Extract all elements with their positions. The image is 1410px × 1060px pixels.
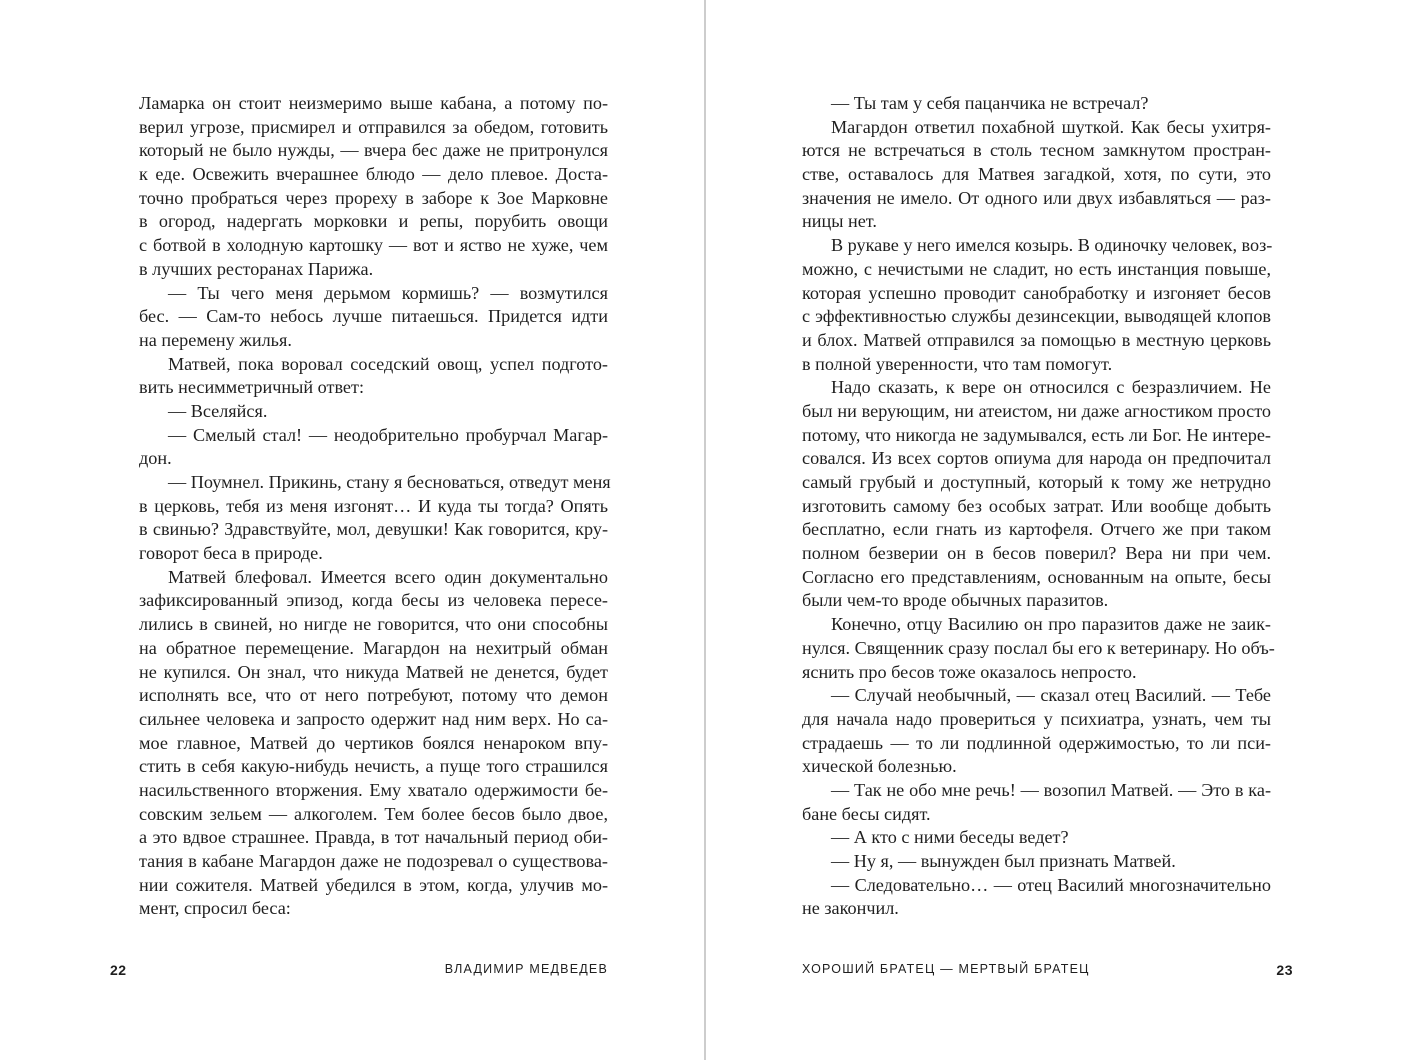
text-line: был ни верующим, ни атеистом, ни даже агностиком просто (802, 400, 1271, 421)
text-line: Магардон ответил похабной шуткой. Как бесы ухитря- (831, 116, 1271, 137)
text-line: Согласно его представлениям, основанным на опыте, бесы (802, 566, 1271, 587)
text-line: в огород, надергать морковки и репы, порубить овощи (139, 211, 608, 232)
text-line: — Следовательно… — отец Василий многозначительно (831, 874, 1271, 895)
text-line: тания в кабане Магардон даже не подозревал о существова- (139, 851, 608, 871)
text-line: не закончил. (802, 898, 899, 919)
text-line: значения не имело. От одного или двух избавляться — раз- (802, 187, 1271, 208)
text-line: бане бесы сидят. (802, 803, 931, 824)
text-line: Матвей, пока воровал соседский овощ, успел подгото- (168, 353, 608, 374)
text-line: сильнее человека и запросто одержит над ним верх. Но са- (139, 708, 608, 729)
text-line: можно, с нечистыми не сладит, но есть инстанция повыше, (802, 258, 1271, 279)
text-line: исполнять все, что от него потребуют, потому что демон (139, 685, 608, 706)
text-line: мент, спросил беса: (139, 898, 291, 919)
text-line: на перемену жилья. (139, 329, 292, 350)
text-line: верил угрозе, присмирел и отправился за обедом, готовить (139, 116, 608, 137)
text-line: с ботвой в холодную картошку — вот и яство не хуже, чем (139, 235, 608, 256)
text-line: потому, что никогда не задумывался, есть ли Бог. Не интере- (802, 424, 1271, 445)
left-page-text (139, 92, 611, 921)
text-line: в полной уверенности, что там помогут. (802, 353, 1113, 374)
text-line: нии сожителя. Матвей убедился в этом, когда, улучив мо- (139, 874, 608, 895)
text-line: нулся. Священник сразу послал бы его к ветеринару. Но объ- (802, 637, 1275, 658)
text-line: в церковь, тебя из меня изгонят… И куда ты тогда? Опять (139, 495, 608, 516)
text-line: Ламарка он стоит неизмеримо выше кабана, а потому по- (139, 93, 608, 113)
text-line: с эффективностью службы дезинсекции, выводящей клопов (802, 306, 1271, 327)
text-line: дон. (139, 448, 172, 469)
text-line: — Ну я, — вынужден был признать Матвей. (831, 851, 1176, 871)
text-line: не купился. Он знал, что никуда Матвей не денется, будет (139, 661, 608, 682)
text-line: ницы нет. (802, 211, 877, 232)
text-line: — Вселяйся. (168, 400, 268, 421)
text-line: стить в себя какую-нибудь нечисть, а пуще того страшился (139, 756, 608, 777)
text-line: совался. Из всех сортов опиума для народа он предпочитал (802, 448, 1271, 469)
text-line: Надо сказать, к вере он относился с безразличием. Не (831, 377, 1271, 398)
text-line: говорот беса в природе. (139, 543, 323, 564)
text-line: насильственного вторжения. Ему хватало одержимости бе- (139, 779, 608, 800)
text-line: — Поумнел. Прикинь, стану я бесноваться, отведут меня (168, 472, 611, 492)
text-line: — Случай необычный, — сказал отец Василий. — Тебе (831, 685, 1271, 706)
text-line: совским зельем — алкоголем. Тем более бесов было двое, (139, 803, 608, 824)
left-running-head: ВЛАДИМИР МЕДВЕДЕВ (444, 962, 608, 976)
right-page-number: 23 (1276, 962, 1293, 978)
text-line: который не было нужды, — вчера бес даже не притронулся (139, 140, 608, 161)
text-line: были чем-то вроде обычных паразитов. (802, 590, 1109, 611)
text-line: мое главное, Матвей до чертиков боялся ненароком впу- (139, 732, 608, 753)
left-page-number: 22 (110, 962, 127, 978)
text-line: в свинью? Здравствуйте, мол, девушки! Как говорится, кру- (139, 519, 608, 540)
text-line: и блох. Матвей отправился за помощью в местную церковь (802, 329, 1271, 350)
right-page (706, 0, 1410, 1060)
right-running-head: ХОРОШИЙ БРАТЕЦ — МЕРТВЫЙ БРАТЕЦ (802, 962, 1090, 976)
text-line: Матвей блефовал. Имеется всего один документально (168, 566, 608, 587)
text-line: к еде. Освежить вчерашнее блюдо — дело плевое. Доста- (139, 164, 608, 185)
text-line: стве, оставалось для Матвея загадкой, хотя, по сути, это (802, 164, 1271, 185)
text-line: для начала надо провериться у психиатра, узнать, чем ты (802, 708, 1271, 729)
text-line: хической болезнью. (802, 756, 957, 777)
text-line: — Так не обо мне речь! — возопил Матвей. — Это в ка- (831, 779, 1271, 800)
text-line: зафиксированный эпизод, когда бесы из человека пересе- (139, 590, 608, 611)
text-line: В рукаве у него имелся козырь. В одиночку человек, воз- (831, 235, 1273, 256)
text-line: — Ты там у себя пацанчика не встречал? (831, 93, 1149, 113)
text-line: самый грубый и доступный, который к тому же нетрудно (802, 472, 1271, 492)
text-line: бес. — Сам-то небось лучше питаешься. Придется идти (139, 306, 608, 327)
text-line: — Ты чего меня дерьмом кормишь? — возмутился (168, 282, 608, 303)
text-line: ются не встречаться в столь тесном замкнутом простран- (802, 140, 1271, 161)
text-line: точно пробраться через прореху в заборе к Зое Марковне (139, 187, 608, 208)
text-line: в лучших ресторанах Парижа. (139, 258, 374, 279)
text-line: — А кто с ними беседы ведет? (831, 827, 1069, 848)
text-line: а это вдвое страшнее. Правда, в тот начальный период оби- (139, 827, 608, 848)
text-line: бесплатно, если гнать из картофеля. Отчего же при таком (802, 519, 1271, 540)
text-line: — Смелый стал! — неодобрительно пробурчал Магар- (168, 424, 608, 445)
text-line: изготовить самому без особых затрат. Или вообще добыть (802, 495, 1271, 516)
text-line: страдаешь — то ли подлинной одержимостью, то ли пси- (802, 732, 1271, 753)
text-line: Конечно, отцу Василию он про паразитов даже не заик- (831, 614, 1271, 635)
text-line: лились в свиней, но нигде не говорится, что они способны (139, 614, 608, 635)
text-line: которая успешно проводит санобработку и изгоняет бесов (802, 282, 1271, 303)
text-line: на обратное перемещение. Магардон на нехитрый обман (139, 637, 608, 658)
text-line: полном безверии он в бесов поверил? Вера ни при чем. (802, 543, 1271, 564)
text-line: вить несимметричный ответ: (139, 377, 364, 398)
right-page-text (802, 92, 1275, 921)
text-line: яснить про бесов тоже оказалось непросто. (802, 661, 1137, 682)
